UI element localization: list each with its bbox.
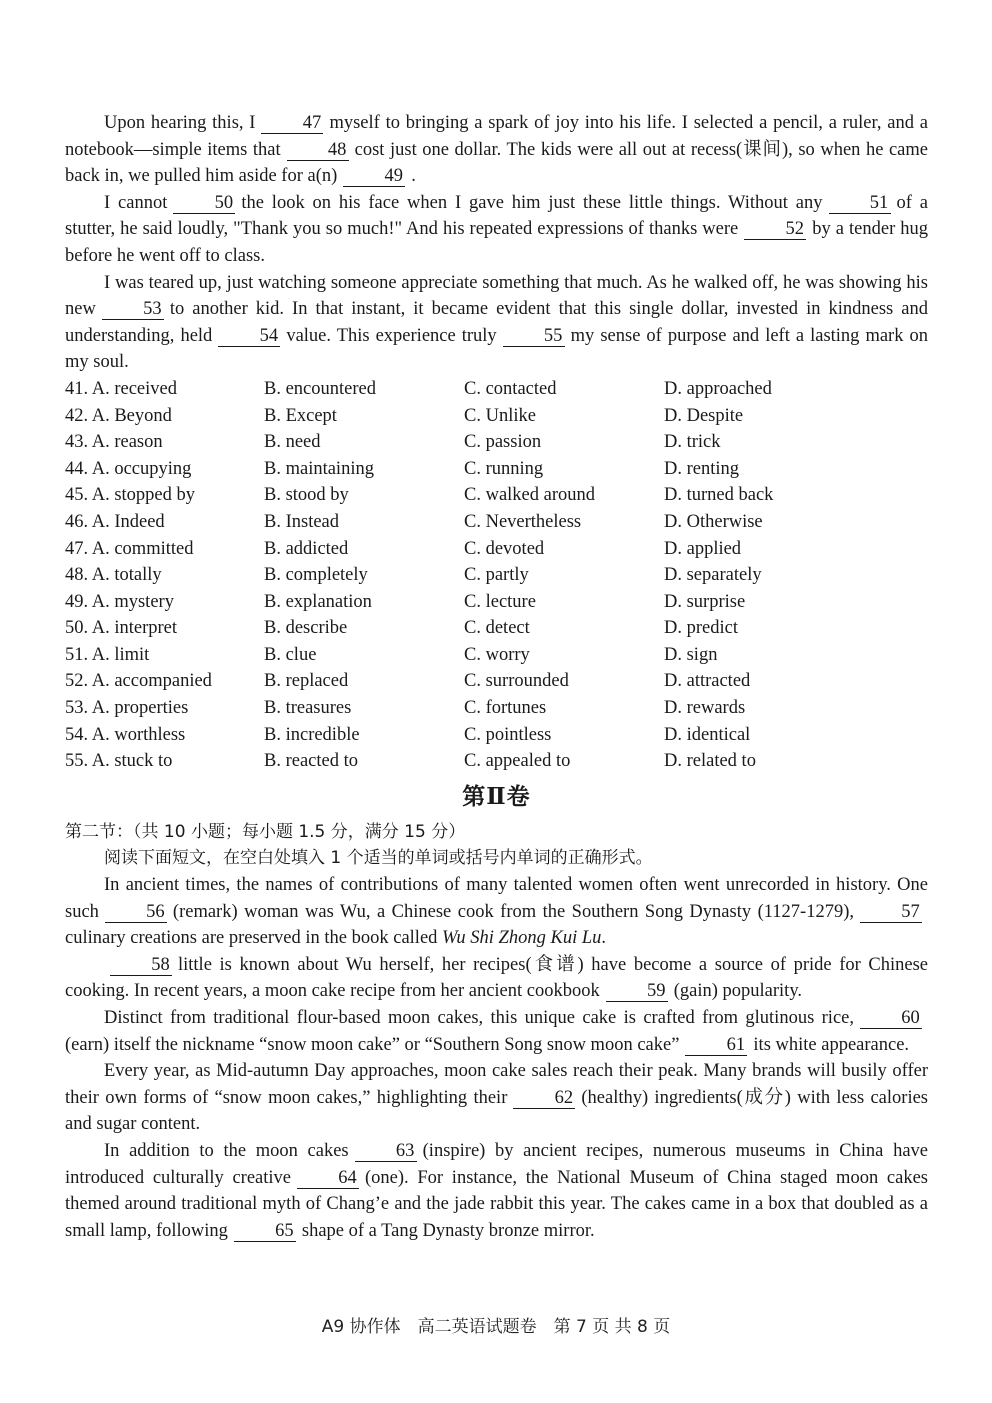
blank-60: 60 (860, 1009, 922, 1029)
passage2-paragraph-3 (65, 1005, 928, 1058)
option-c: C. surrounded (464, 671, 569, 692)
option-b: B. incredible (264, 724, 360, 745)
option-c: C. partly (464, 565, 529, 586)
page-footer: A9 协作体 高二英语试题卷 第 7 页 共 8 页 (321, 1317, 671, 1337)
passage2-paragraph-1 (65, 872, 928, 952)
option-a: 49. A. mystery (65, 591, 174, 612)
option-row (65, 722, 928, 749)
option-b: B. reacted to (264, 751, 358, 772)
passage1-paragraph-2 (65, 190, 928, 270)
option-d: D. surprise (664, 591, 746, 612)
option-c: C. passion (464, 432, 542, 453)
option-b: B. completely (264, 565, 368, 586)
text: the look on his face when I gave him just these little things. Without any (241, 192, 823, 213)
option-c: C. lecture (464, 591, 536, 612)
blank-51: 51 (829, 194, 891, 214)
option-c: C. pointless (464, 724, 552, 745)
blank-65: 65 (234, 1222, 296, 1242)
option-b: B. encountered (264, 378, 376, 399)
text: of a stutter, he said loudly, "Thank you so much!" And his repeated expressions of thanks were (65, 192, 928, 240)
page-content (65, 110, 928, 1244)
blank-55: 55 (503, 327, 565, 347)
option-b: B. stood by (264, 485, 349, 506)
option-c: C. appealed to (464, 751, 571, 772)
option-b: B. describe (264, 618, 348, 639)
text: I was teared up, just watching someone appreciate something that much. As he walked off, he was showing his new (65, 272, 928, 320)
option-c: C. fortunes (464, 698, 547, 719)
option-row (65, 695, 928, 722)
option-row (65, 403, 928, 430)
option-d: D. separately (664, 565, 762, 586)
option-c: C. worry (464, 644, 530, 665)
text: my sense of purpose and left a lasting mark on my soul. (65, 325, 928, 373)
option-b: B. Except (264, 405, 337, 426)
book-title: Wu Shi Zhong Kui Lu (442, 928, 602, 949)
option-a: 51. A. limit (65, 644, 150, 665)
blank-47: 47 (261, 114, 323, 134)
option-d: D. related to (664, 751, 756, 772)
text: (one). For instance, the National Museum of China staged moon cakes themed around traditional myth of Chang’e and the jade rabbit this year. The cakes came in a box that doubled as a small lamp, following (65, 1167, 928, 1241)
text: (healthy) ingredients(成分) with less calories and sugar content. (65, 1087, 928, 1135)
text: In ancient times, the names of contributions of many talented women often went unrecorded in history. One such (65, 875, 928, 922)
option-row (65, 456, 928, 483)
passage1-paragraph-1 (65, 110, 928, 190)
option-a: 53. A. properties (65, 698, 189, 719)
option-c: C. contacted (464, 378, 557, 399)
option-row (65, 536, 928, 563)
blank-56: 56 (105, 903, 167, 923)
option-a: 55. A. stuck to (65, 751, 173, 772)
passage2-paragraph-4 (65, 1058, 928, 1138)
option-d: D. attracted (664, 671, 751, 692)
option-a: 42. A. Beyond (65, 405, 172, 426)
option-row (65, 482, 928, 509)
option-c: C. Nevertheless (464, 511, 582, 532)
option-a: 54. A. worthless (65, 724, 186, 745)
text: . (411, 166, 416, 187)
options-list (65, 376, 928, 775)
blank-54: 54 (218, 327, 280, 347)
blank-49: 49 (343, 167, 405, 187)
passage2-paragraph-2 (65, 952, 928, 1005)
text: Every year, as Mid-autumn Day approaches, moon cake sales reach their peak. Many brands will busily offer their own forms of “snow moon cakes,” highlighting their (65, 1061, 928, 1108)
option-row (65, 589, 928, 616)
option-row (65, 429, 928, 456)
option-d: D. turned back (664, 485, 774, 506)
option-a: 43. A. reason (65, 432, 163, 453)
option-row (65, 642, 928, 669)
option-d: D. trick (664, 432, 721, 453)
volume-title: 第Ⅱ卷 (462, 782, 531, 810)
option-d: D. identical (664, 724, 751, 745)
blank-52: 52 (744, 220, 806, 240)
option-a: 47. A. committed (65, 538, 194, 559)
passage1-paragraph-3 (65, 270, 928, 376)
option-d: D. predict (664, 618, 738, 639)
text: (inspire) by ancient recipes, numerous museums in China have introduced culturally creative (65, 1140, 928, 1188)
blank-59: 59 (606, 982, 668, 1002)
text: In addition to the moon cakes (104, 1140, 349, 1161)
blank-50: 50 (173, 194, 235, 214)
text: little is known about Wu herself, her recipes(食谱) have become a source of pride for Chinese cooking. In recent years, a moon cake recipe from her ancient cookbook (65, 954, 928, 1002)
blank-64: 64 (297, 1169, 359, 1189)
text: (gain) popularity. (673, 981, 802, 1002)
option-d: D. rewards (664, 698, 746, 719)
option-d: D. applied (664, 538, 742, 559)
option-d: D. Otherwise (664, 511, 763, 532)
option-c: C. detect (464, 618, 530, 639)
option-row (65, 615, 928, 642)
option-a: 52. A. accompanied (65, 671, 212, 692)
option-b: B. maintaining (264, 458, 374, 479)
blank-62: 62 (513, 1089, 575, 1109)
text: shape of a Tang Dynasty bronze mirror. (301, 1220, 595, 1241)
option-a: 50. A. interpret (65, 618, 178, 639)
text: (remark) woman was Wu, a Chinese cook from the Southern Song Dynasty (1127-1279), (172, 901, 854, 922)
option-d: D. approached (664, 378, 772, 399)
option-b: B. clue (264, 644, 317, 665)
option-row (65, 668, 928, 695)
option-a: 41. A. received (65, 378, 177, 399)
option-d: D. renting (664, 458, 740, 479)
text: its white appearance. (753, 1034, 910, 1055)
option-c: C. devoted (464, 538, 545, 559)
text: to another kid. In that instant, it became evident that this single dollar, invested in kindness and understanding, held (65, 299, 928, 346)
text: culinary creations are preserved in the book called (65, 928, 438, 949)
text: I cannot (104, 192, 168, 213)
option-a: 44. A. occupying (65, 458, 192, 479)
option-b: B. replaced (264, 671, 349, 692)
option-c: C. running (464, 458, 544, 479)
blank-48: 48 (287, 141, 349, 161)
option-row (65, 509, 928, 536)
option-b: B. treasures (264, 698, 352, 719)
text: . (601, 928, 606, 949)
text: cost just one dollar. The kids were all out at recess(课间), so when he came back in, we pulled him aside for a(n) (65, 139, 928, 187)
option-c: C. walked around (464, 485, 596, 506)
section-header: 第二节：（共 10 小题；每小题 1.5 分，满分 15 分） (65, 821, 466, 842)
option-b: B. explanation (264, 591, 372, 612)
option-row (65, 562, 928, 589)
blank-63: 63 (355, 1142, 417, 1162)
option-a: 45. A. stopped by (65, 485, 196, 506)
option-a: 48. A. totally (65, 565, 162, 586)
text: Distinct from traditional flour-based moon cakes, this unique cake is crafted from glutinous rice, (104, 1008, 854, 1028)
option-d: D. Despite (664, 405, 744, 426)
text: myself to bringing a spark of joy into his life. I selected a pencil, a ruler, and a notebook—simple items that (65, 113, 928, 160)
text: by a tender hug before he went off to class. (65, 219, 928, 266)
option-b: B. need (264, 432, 321, 453)
instruction: 阅读下面短文，在空白处填入 1 个适当的单词或括号内单词的正确形式。 (104, 848, 653, 869)
blank-58: 58 (110, 956, 172, 976)
blank-61: 61 (685, 1036, 747, 1056)
blank-53: 53 (102, 300, 164, 320)
option-a: 46. A. Indeed (65, 511, 165, 532)
option-row (65, 748, 928, 775)
option-row (65, 376, 928, 403)
option-b: B. addicted (264, 538, 349, 559)
text: Upon hearing this, I (104, 113, 256, 133)
passage2-paragraph-5 (65, 1138, 928, 1244)
option-d: D. sign (664, 644, 718, 665)
option-b: B. Instead (264, 511, 340, 532)
blank-57: 57 (860, 903, 922, 923)
option-c: C. Unlike (464, 405, 536, 426)
text: (earn) itself the nickname “snow moon cake” or “Southern Song snow moon cake” (65, 1034, 680, 1055)
text: value. This experience truly (286, 325, 497, 346)
